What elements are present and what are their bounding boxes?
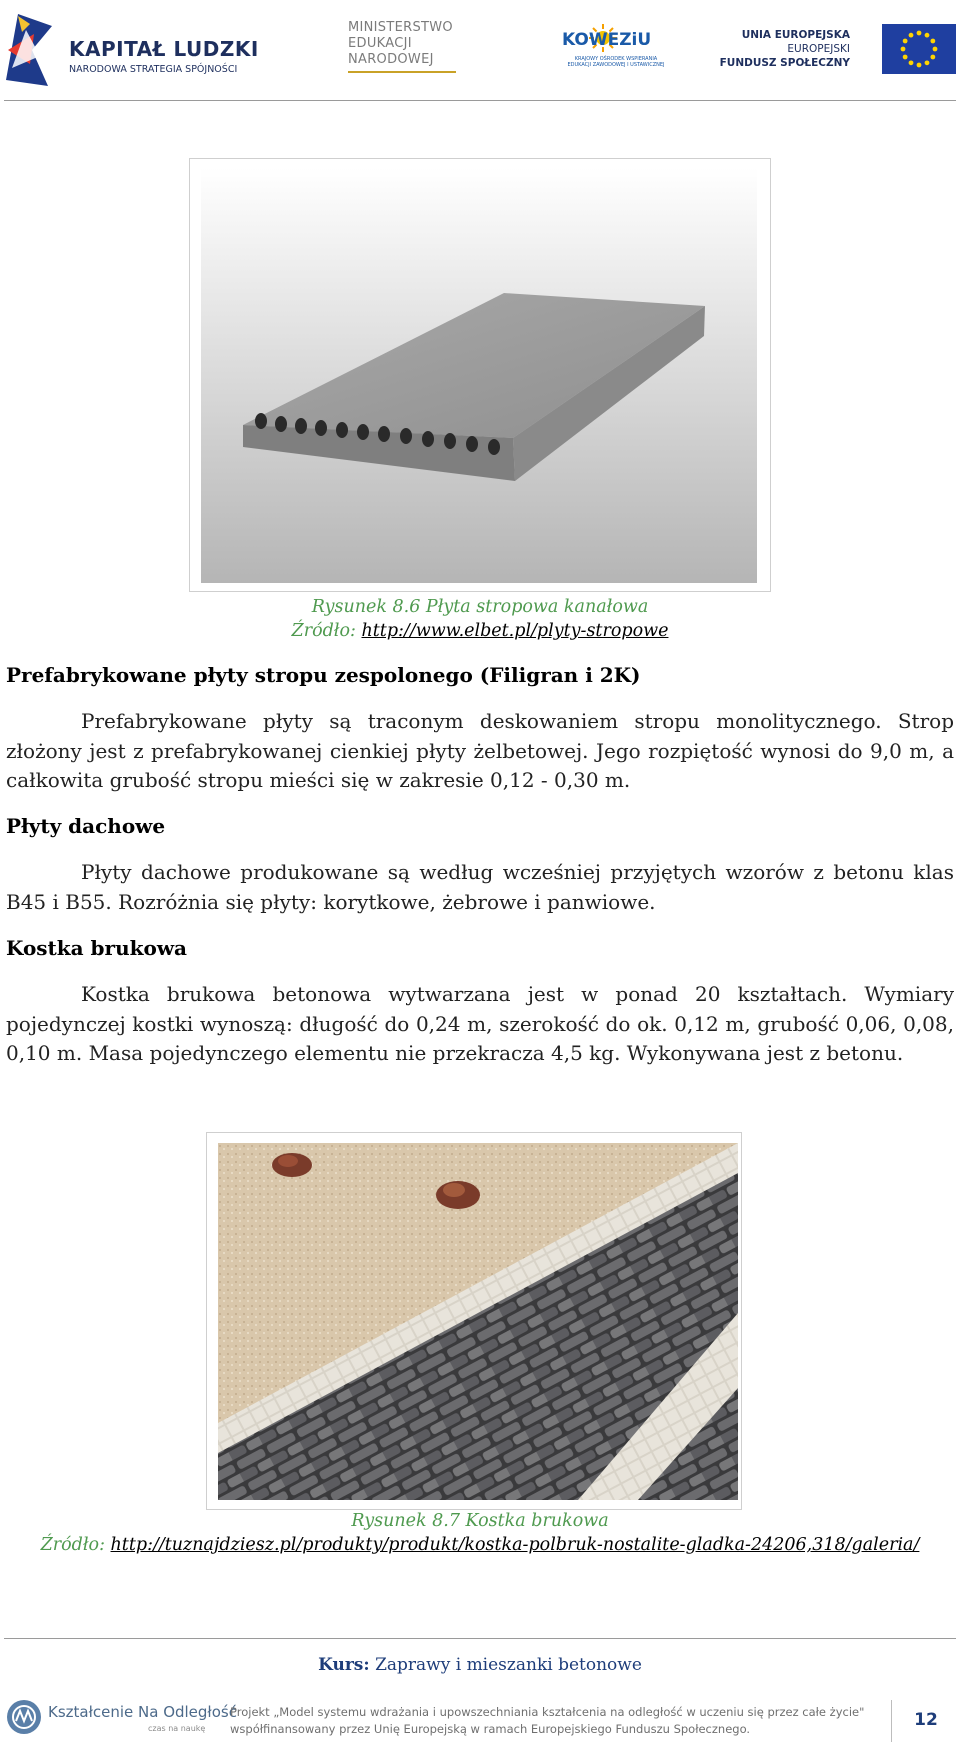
ministry-pen-line: [348, 71, 456, 73]
footer-divider: [4, 1638, 956, 1639]
figure2-caption: Rysunek 8.7 Kostka brukowa: [351, 1511, 609, 1531]
eu-star-icon: [930, 39, 935, 44]
kapital-ludzki-subtitle: NARODOWA STRATEGIA SPÓJNOŚCI: [69, 64, 238, 75]
ministry-line-2: EDUKACJI: [348, 36, 412, 51]
project-line-2: współfinansowany przez Unię Europejską w ramach Europejskiego Funduszu Społecznego.: [230, 1722, 751, 1736]
eu-star-icon: [933, 47, 938, 52]
hollow-core-slab-image: [201, 168, 757, 583]
paving-stones-image: [218, 1143, 738, 1500]
eu-line-3: FUNDUSZ SPOŁECZNY: [719, 57, 850, 69]
eu-line-1: UNIA EUROPEJSKA: [741, 29, 850, 41]
project-info: [230, 1704, 864, 1738]
kowezu-subtitle: KRAJOWY OŚRODEK WSPIERANIA EDUKACJI ZAWODOWEJ I USTAWICZNEJ: [567, 56, 665, 68]
eu-star-icon: [903, 55, 908, 60]
eu-star-icon: [925, 60, 930, 65]
course-name: Zaprawy i mieszanki betonowe: [369, 1655, 642, 1675]
eu-star-icon: [909, 33, 914, 38]
figure1-source: [0, 619, 960, 643]
eu-star-icon: [930, 55, 935, 60]
paragraph-paving-stones: Kostka brukowa betonowa wytwarzana jest w ponad 20 kształtach. Wymiary pojedynczej kostki wynoszą: długość do 0,24 m, szerokość do ok. 0,12 m, grubość 0,06, 0,08, 0,10 m. Masa pojedynczego elementu nie przekracza 4,5 kg. Wykonywana jest z betonu.: [6, 982, 954, 1065]
eu-logo: [719, 22, 956, 76]
figure1-caption: Rysunek 8.6 Płyta stropowa kanałowa: [311, 597, 649, 617]
kno-logo-icon: [6, 1699, 42, 1735]
figure1-source-label: Źródło:: [291, 621, 362, 641]
eu-star-icon: [901, 47, 906, 52]
figure2-source-label: Źródło:: [40, 1535, 111, 1555]
figure2-source: [0, 1533, 960, 1557]
eu-star-icon: [917, 63, 922, 68]
page-number: 12: [914, 1710, 938, 1730]
ministry-line-3: NARODOWEJ: [348, 52, 434, 67]
kowezu-name: KOWEZiU: [562, 30, 652, 50]
heading-roof-slabs: Płyty dachowe: [6, 814, 166, 838]
eu-star-icon: [917, 31, 922, 36]
ministry-line-1: MINISTERSTWO: [348, 20, 453, 35]
eu-star-icon: [909, 60, 914, 65]
kowezu-logo: [562, 20, 667, 75]
kapital-ludzki-title: KAPITAŁ LUDZKI: [69, 37, 259, 61]
figure2-source-link[interactable]: http://tuznajdziesz.pl/produkty/produkt/kostka-polbruk-nostalite-gladka-24206,318/galeria/: [110, 1535, 920, 1555]
eu-line-2: EUROPEJSKI: [787, 43, 850, 55]
heading-paving-stones: Kostka brukowa: [6, 936, 187, 960]
kapital-ludzki-star-icon: [4, 10, 54, 88]
eu-text: [720, 28, 850, 70]
header-divider: [4, 100, 956, 101]
ksztalcenie-logo-text: Kształcenie Na Odległość: [48, 1703, 237, 1721]
ksztalcenie-logo-subtitle: czas na naukę: [148, 1724, 206, 1733]
heading-filigran-slabs: Prefabrykowane płyty stropu zespolonego (Filigran i 2K): [6, 663, 641, 687]
course-line: [0, 1655, 960, 1675]
figure-paving-stones: [206, 1132, 742, 1510]
figure-hollow-core-slab: [189, 158, 771, 592]
eu-star-icon: [925, 33, 930, 38]
kapital-ludzki-logo: [4, 10, 259, 88]
paragraph-roof-slabs: Płyty dachowe produkowane są według wcześniej przyjętych wzorów z betonu klas B45 i B55. Rozróżnia się płyty: korytkowe, żebrowe i panwiowe.: [6, 860, 954, 914]
eu-flag-icon: [882, 24, 956, 74]
course-label: Kurs:: [318, 1655, 370, 1675]
paragraph-filigran-slabs: Prefabrykowane płyty są traconym deskowaniem stropu monolitycznego. Strop złożony jest z prefabrykowanej cienkiej płyty żelbetowej. Jego rozpiętość wynosi do 9,0 m, a całkowita grubość stropu mieści się w zakresie 0,12 - 0,30 m.: [6, 709, 954, 792]
page-number-divider: [891, 1700, 892, 1742]
ministry-logo: [348, 20, 478, 80]
page-header: [0, 0, 960, 102]
project-line-1: Projekt „Model systemu wdrażania i upowszechniania kształcenia na odległość w uczeniu się przez całe życie": [230, 1705, 865, 1719]
eu-star-icon: [903, 39, 908, 44]
ksztalcenie-logo: [6, 1697, 237, 1741]
figure1-source-link[interactable]: http://www.elbet.pl/plyty-stropowe: [361, 621, 669, 641]
